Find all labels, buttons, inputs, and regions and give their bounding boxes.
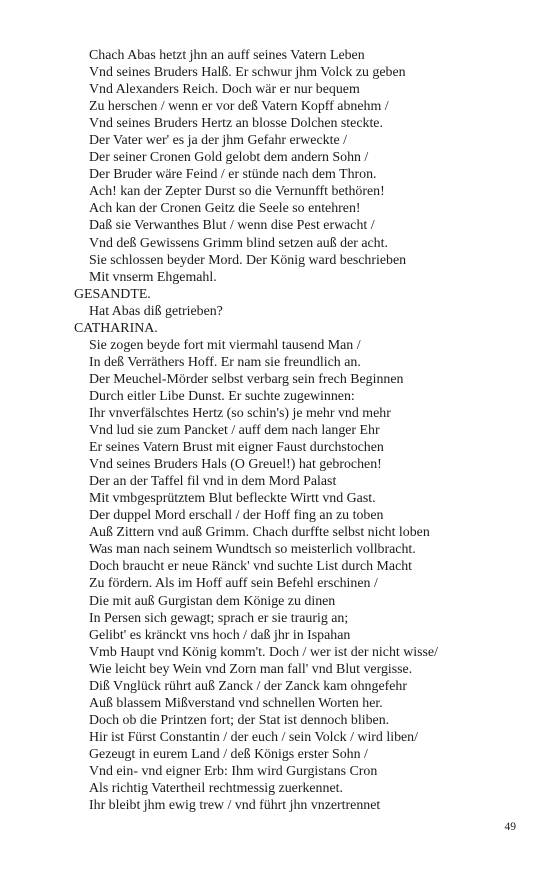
verse-line: Vmb Haupt vnd König komm't. Doch / wer ist der nicht wisse/: [89, 644, 438, 660]
verse-line: Doch ob die Printzen fort; der Stat ist dennoch bliben.: [89, 712, 390, 728]
verse-line: Gezeugt in eurem Land / deß Königs erster Sohn /: [89, 746, 368, 762]
verse-line: Zu herschen / wenn er vor deß Vatern Kopff abnehm /: [89, 99, 389, 115]
verse-line: Gelibt' es kränckt vns hoch / daß jhr in Ispahan: [89, 627, 351, 643]
verse-line: Sie schlossen beyder Mord. Der König ward beschrieben: [89, 252, 407, 268]
verse-line: Wie leicht bey Wein vnd Zorn man fall' vnd Blut vergisse.: [89, 661, 413, 677]
verse-line: Was man nach seinem Wundtsch so meisterlich vollbracht.: [89, 542, 416, 558]
verse-line: Sie zogen beyde fort mit viermahl tausend Man /: [89, 337, 361, 353]
verse-line: Vnd ein- vnd eigner Erb: Ihm wird Gurgistans Cron: [89, 763, 378, 779]
verse-line: Die mit auß Gurgistan dem Könige zu dinen: [89, 593, 336, 609]
verse-line: Er seines Vatern Brust mit eigner Faust durchstochen: [89, 440, 384, 456]
speaker-heading: GESANDTE.: [74, 286, 151, 302]
verse-line: Doch braucht er neue Ränck' vnd suchte List durch Macht: [89, 559, 413, 575]
drama-text-block: [74, 47, 524, 814]
verse-line: Vnd deß Gewissens Grimm blind setzen auß der acht.: [89, 235, 388, 251]
verse-line: Der Vater wer' es ja der jhm Gefahr erweckte /: [89, 133, 347, 149]
verse-line: Daß sie Verwanthes Blut / wenn dise Pest erwacht /: [89, 218, 375, 234]
verse-line: Als richtig Vatertheil rechtmessig zuerkennet.: [89, 781, 343, 797]
verse-line: Hir ist Fürst Constantin / der euch / sein Volck / wird liben/: [89, 729, 418, 745]
verse-line: Vnd seines Bruders Hertz an blosse Dolchen steckte.: [89, 116, 383, 132]
verse-line: Durch eitler Libe Dunst. Er suchte zugewinnen:: [89, 388, 355, 404]
page-number: 49: [504, 821, 516, 833]
verse-line: Vnd lud sie zum Pancket / auff dem nach langer Ehr: [89, 423, 380, 439]
verse-line: In Persen sich gewagt; sprach er sie traurig an;: [89, 610, 349, 626]
verse-line: Ihr bleibt jhm ewig trew / vnd führt jhn vnzertrennet: [89, 798, 381, 814]
verse-line: Ach kan der Cronen Geitz die Seele so entehren!: [89, 201, 361, 217]
verse-line: Auß blassem Mißverstand vnd schnellen Worten her.: [89, 695, 383, 711]
verse-line: Chach Abas hetzt jhn an auff seines Vatern Leben: [89, 48, 365, 63]
verse-line: Ihr vnverfälschtes Hertz (so schin's) je mehr vnd mehr: [89, 405, 391, 421]
verse-line: Der seiner Cronen Gold gelobt dem andern Sohn /: [89, 150, 369, 166]
verse-line: Der an der Taffel fil vnd in dem Mord Palast: [89, 474, 337, 490]
verse-line: Diß Vnglück rührt auß Zanck / der Zanck kam ohngefehr: [89, 678, 407, 694]
verse-line: Hat Abas diß getrieben?: [89, 303, 223, 319]
verse-line: Der duppel Mord erschall / der Hoff fing an zu toben: [89, 508, 384, 524]
verse-line: Vnd seines Bruders Halß. Er schwur jhm Volck zu geben: [89, 65, 406, 81]
verse-line: Mit vmbgesprütztem Blut befleckte Wirtt vnd Gast.: [89, 491, 376, 507]
speaker-heading: CATHARINA.: [74, 320, 158, 336]
verse-line: Vnd seines Bruders Hals (O Greuel!) hat gebrochen!: [89, 457, 382, 473]
verse-line: Mit vnserm Ehgemahl.: [89, 269, 217, 285]
verse-line: In deß Verräthers Hoff. Er nam sie freundlich an.: [89, 354, 361, 370]
verse-line: Ach! kan der Zepter Durst so die Vernunfft bethören!: [89, 184, 385, 200]
verse-line: Zu fördern. Als im Hoff auff sein Befehl erschinen /: [89, 576, 378, 592]
verse-line: Der Meuchel-Mörder selbst verbarg sein frech Beginnen: [89, 371, 404, 387]
verse-line: Der Bruder wäre Feind / er stünde nach dem Thron.: [89, 167, 377, 183]
verse-line: Auß Zittern vnd auß Grimm. Chach durffte selbst nicht loben: [89, 525, 430, 541]
verse-line: Vnd Alexanders Reich. Doch wär er nur bequem: [89, 82, 360, 98]
